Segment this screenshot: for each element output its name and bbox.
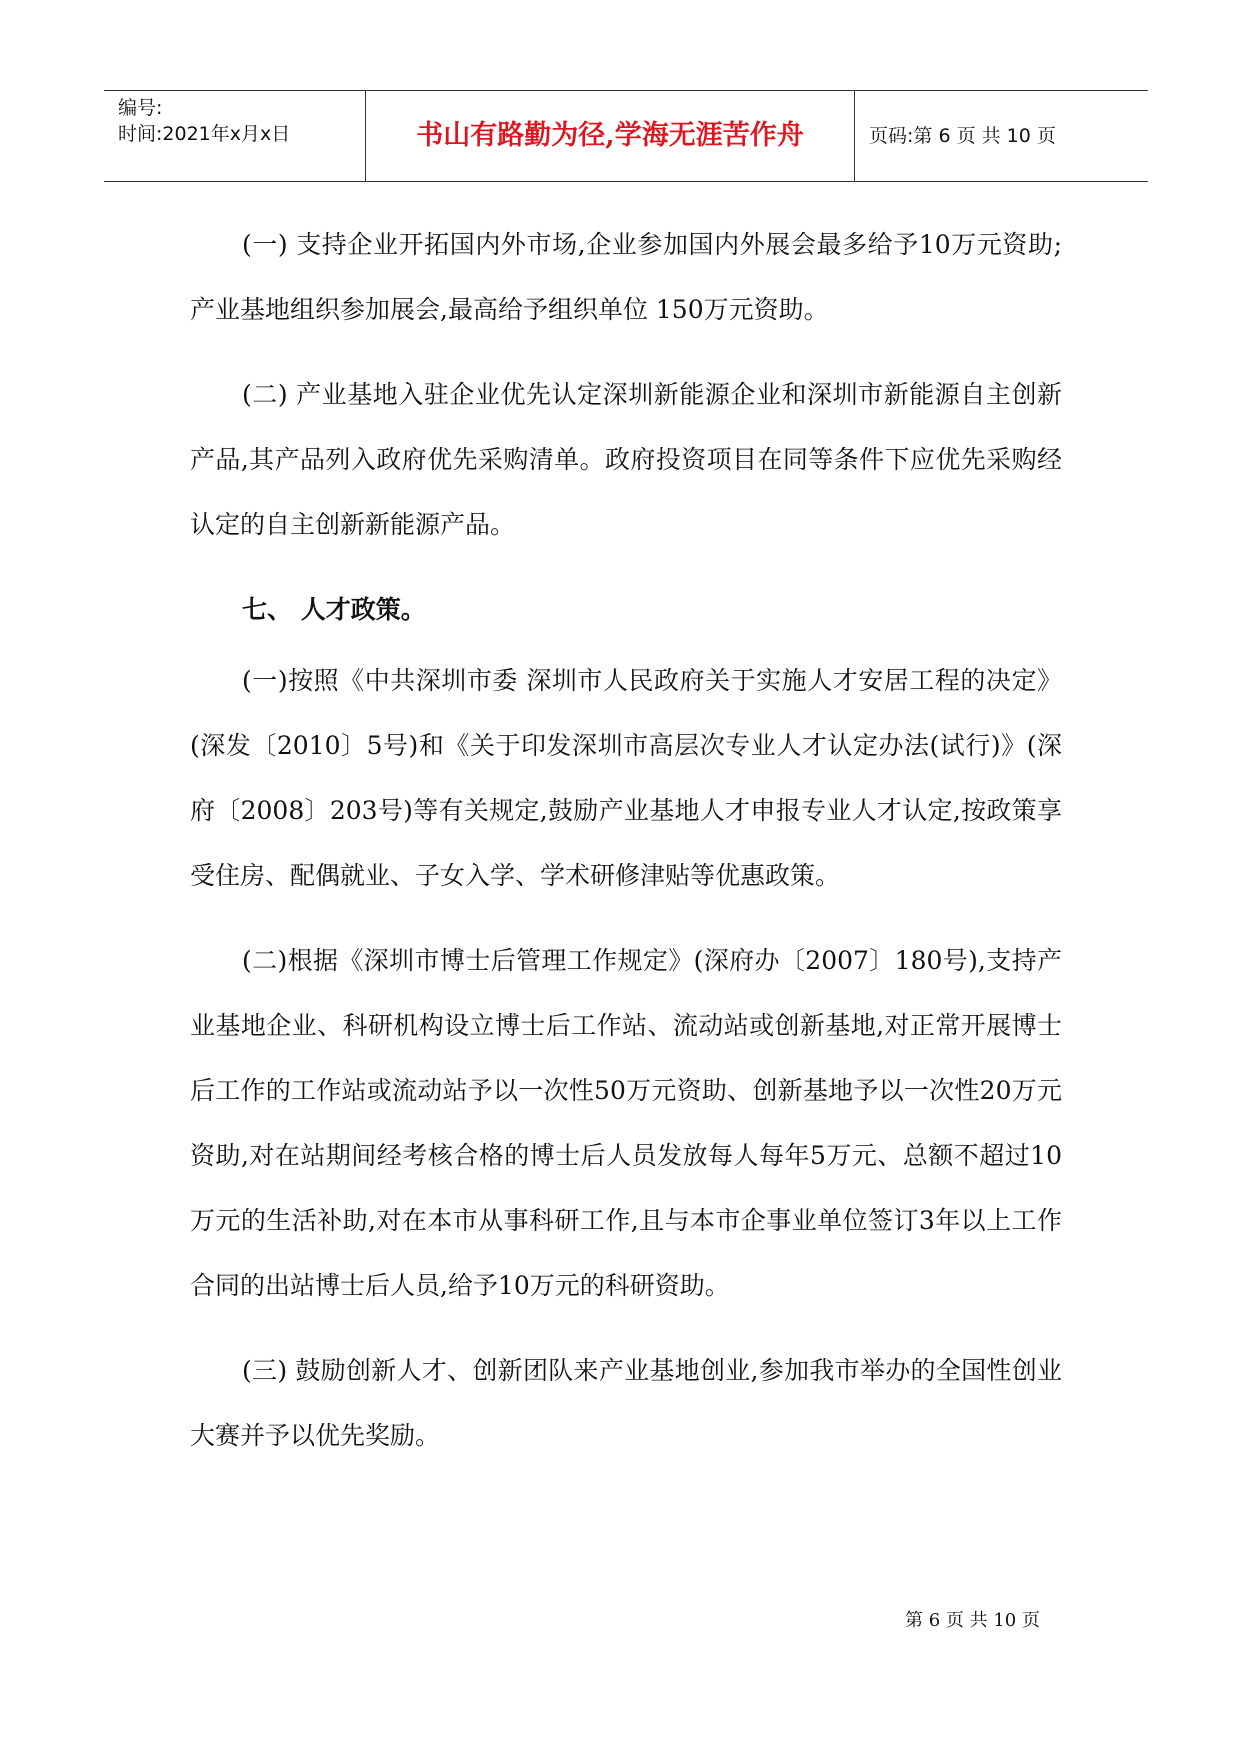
section-heading-talent-policy: 七、 人才政策。 — [242, 595, 426, 624]
paragraph-talent-housing: (一)按照《中共深圳市委 深圳市人民政府关于实施人才安居工程的决定》(深发〔2010〕5号)和《关于印发深圳市高层次专业人才认定办法(试行)》(深府〔2008〕203号)等有关规定,鼓励产业基地人才申报专业人才认定,按政策享受住房、配偶就业、子女入学、学术研修津贴等优惠政策。 — [190, 666, 1062, 890]
header-motto: 书山有路勤为径,学海无涯苦作舟 — [366, 91, 855, 181]
paragraph-market-support: (一) 支持企业开拓国内外市场,企业参加国内外展会最多给予10万元资助;产业基地组织参加展会,最高给予组织单位 150万元资助。 — [190, 230, 1062, 324]
document-number-label: 编号: — [118, 97, 163, 119]
page-footer-number: 第 6 页 共 10 页 — [905, 1610, 1040, 1631]
paragraph-procurement: (二) 产业基地入驻企业优先认定深圳新能源企业和深圳市新能源自主创新产品,其产品列入政府优先采购清单。政府投资项目在同等条件下应优先采购经认定的自主创新新能源产品。 — [190, 380, 1062, 539]
document-body — [190, 212, 1062, 1488]
header-page-code: 页码:第 6 页 共 10 页 — [869, 125, 1056, 147]
paragraph-innovation-teams: (三) 鼓励创新人才、创新团队来产业基地创业,参加我市举办的全国性创业大赛并予以优先奖励。 — [190, 1356, 1062, 1450]
document-date: 时间:2021年x月x日 — [118, 123, 291, 145]
page-header — [104, 90, 1148, 182]
paragraph-postdoc: (二)根据《深圳市博士后管理工作规定》(深府办〔2007〕180号),支持产业基地企业、科研机构设立博士后工作站、流动站或创新基地,对正常开展博士后工作的工作站或流动站予以一次性50万元资助、创新基地予以一次性20万元资助,对在站期间经考核合格的博士后人员发放每人每年5万元、总额不超过10万元的生活补助,对在本市从事科研工作,且与本市企事业单位签订3年以上工作合同的出站博士后人员,给予10万元的科研资助。 — [190, 946, 1062, 1300]
header-meta — [104, 91, 366, 181]
